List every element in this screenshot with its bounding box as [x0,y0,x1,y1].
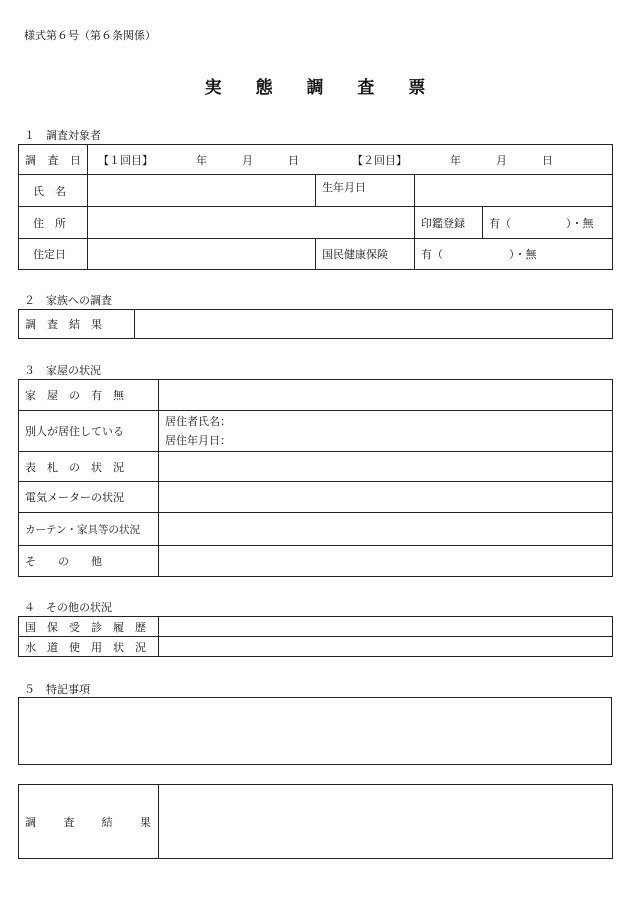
section5-heading: ５ 特記事項 [24,683,90,696]
seal-registration-field[interactable]: 有（ ）・無 [483,207,613,239]
curtain-furniture-field[interactable] [159,513,613,546]
final-result-table [18,784,613,859]
other-label: そ の 他 [19,546,159,577]
first-year: 年 [196,153,207,167]
form-id: 様式第６号（第６条関係） [24,29,156,42]
residence-date-field[interactable] [88,239,316,270]
section2-heading: ２ 家族への調査 [24,294,112,307]
section3-heading: ３ 家屋の状況 [24,364,101,377]
section4-table [18,616,613,657]
special-notes-box[interactable] [18,697,612,765]
other-resident-label: 別人が居住している [19,411,159,452]
house-exists-label: 家 屋 の 有 無 [19,380,159,411]
electric-meter-field[interactable] [159,482,613,513]
first-month: 月 [242,153,253,167]
section1-table [18,144,613,270]
section2-table [18,309,613,339]
water-usage-field[interactable] [159,637,613,657]
second-survey-label: 【２回目】 [352,153,407,167]
name-label: 氏 名 [19,175,88,207]
section4-heading: ４ その他の状況 [24,601,112,614]
final-result-label: 調 査 結 果 [19,785,159,859]
name-field[interactable] [88,175,316,207]
first-day: 日 [288,153,299,167]
birth-date-label: 生年月日 [316,175,415,207]
birth-date-field[interactable] [415,175,613,207]
final-result-field[interactable] [159,785,613,859]
seal-registration-label: 印鑑登録 [415,207,483,239]
nhi-label: 国民健康保険 [316,239,415,270]
nhi-history-field[interactable] [159,617,613,637]
residence-date-label: 住定日 [19,239,88,270]
nhi-history-label: 国 保 受 診 履 歴 [19,617,159,637]
page-title: 実 態 調 査 票 [204,78,440,98]
house-exists-field[interactable] [159,380,613,411]
address-label: 住 所 [19,207,88,239]
other-resident-field[interactable] [159,411,613,452]
water-usage-label: 水 道 使 用 状 況 [19,637,159,657]
survey-date-label: 調査日 [19,145,88,175]
family-result-label: 調 査 結 果 [19,310,135,339]
curtain-furniture-label: カーテン・家具等の状況 [19,513,159,546]
resident-name-label: 居住者氏名： [165,415,231,428]
first-survey-label: 【１回目】 [98,153,153,167]
address-field[interactable] [88,207,415,239]
nhi-field[interactable]: 有（ ）・無 [415,239,613,270]
other-field[interactable] [159,546,613,577]
second-day: 日 [542,153,553,167]
family-result-field[interactable] [135,310,613,339]
resident-date-label: 居住年月日： [165,434,231,447]
section1-heading: １ 調査対象者 [24,129,101,142]
survey-date-field[interactable] [88,145,613,175]
nameplate-label: 表 札 の 状 況 [19,452,159,482]
nameplate-field[interactable] [159,452,613,482]
second-year: 年 [450,153,461,167]
electric-meter-label: 電気メーターの状況 [19,482,159,513]
section3-table [18,379,613,577]
second-month: 月 [496,153,507,167]
